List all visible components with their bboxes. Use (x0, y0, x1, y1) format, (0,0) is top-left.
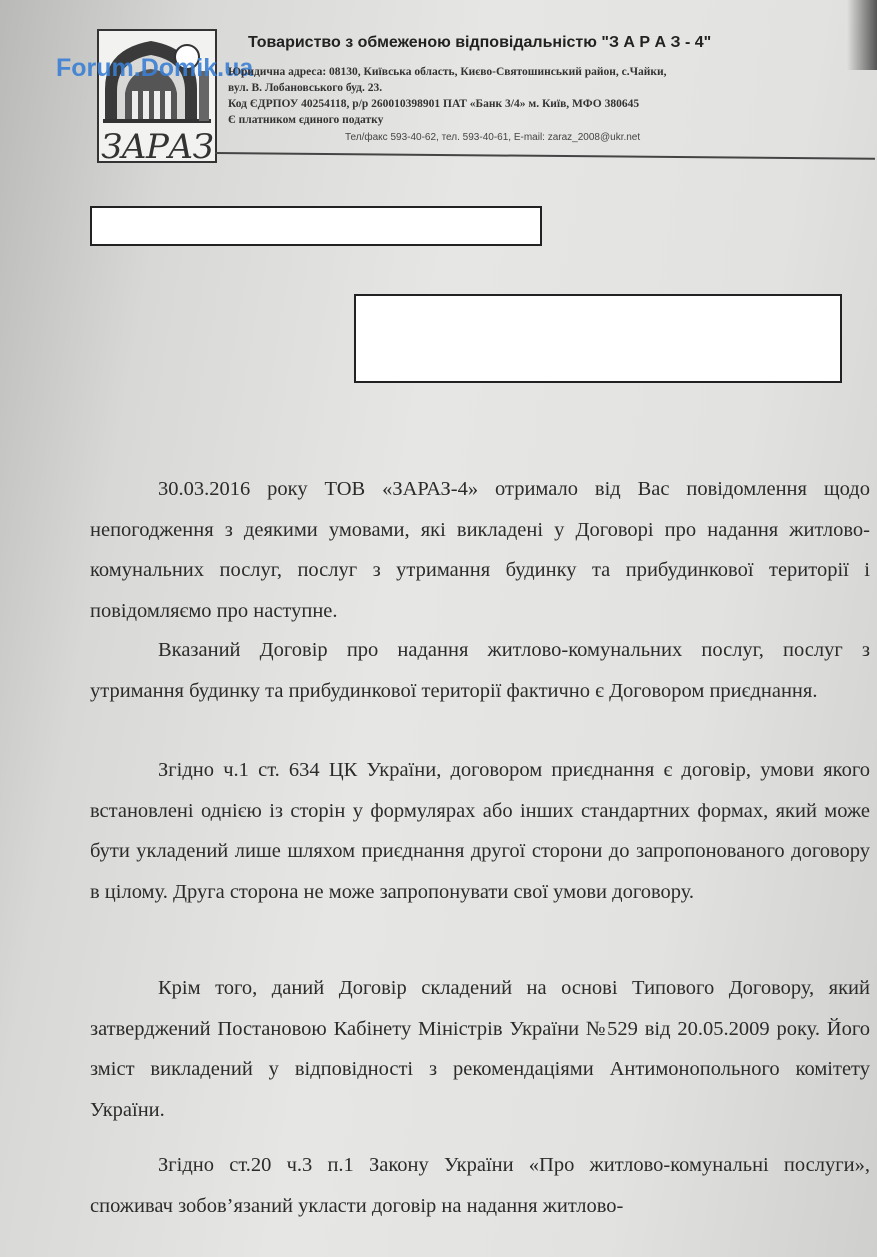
photo-shadow (847, 0, 877, 70)
paragraph-5 (90, 1145, 870, 1226)
paragraph-4-text: Крім того, даний Договір складений на основі Типового Договору, який затверджений Постановою Кабінету Міністрів України №529 від 20.05.2009 року. Його зміст викладений у відповідності з рекомендаціями Антимонопольного комітету України. (90, 977, 870, 1121)
paragraph-2 (90, 630, 870, 711)
paragraph-1 (90, 469, 870, 631)
logo-text: ЗАРАЗ (101, 127, 213, 167)
company-name: Товариство з обмеженою відповідальністю "З А Р А З - 4" (248, 34, 712, 51)
redacted-box-recipient (354, 294, 842, 383)
tax-status: Є платником єдиного податку (228, 114, 384, 126)
contact-phones: Тел/факс 593-40-62, тел. 593-40-61, E-mail: zaraz_2008@ukr.net (345, 132, 641, 143)
paragraph-4 (90, 968, 870, 1130)
paragraph-2-text: Вказаний Договір про надання житлово-комунальних послуг, послуг з утримання будинку та прибудинкової території фактично є Договором приєднання. (90, 639, 870, 702)
company-codes: Код ЄДРПОУ 40254118, р/р 260010398901 ПАТ «Банк 3/4» м. Київ, МФО 380645 (228, 98, 640, 110)
paragraph-3 (90, 750, 870, 912)
paragraph-5-text: Згідно ст.20 ч.3 п.1 Закону України «Про житлово-комунальні послуги», споживач зобов’язаний укласти договір на надання житлово- (90, 1154, 870, 1217)
paragraph-3-text: Згідно ч.1 ст. 634 ЦК України, договором приєднання є договір, умови якого встановлені однією із сторін у формулярах або інших стандартних формах, який може бути укладений лише шляхом приєднання другої сторони до запропонованого договору в цілому. Друга сторона не може запропонувати свої умови договору. (90, 759, 870, 903)
paragraph-1-text: 30.03.2016 року ТОВ «ЗАРАЗ-4» отримало від Вас повідомлення щодо непогодження з деякими умовами, які викладені у Договорі про надання житлово-комунальних послуг, послуг з утримання будинку та прибудинкової території і повідомляємо про наступне. (90, 478, 870, 622)
redacted-box-outgoing (90, 206, 542, 246)
forum-watermark: Forum.Domik.ua (56, 54, 254, 82)
header-divider (215, 152, 875, 160)
company-logo (97, 29, 217, 167)
street-address: вул. В. Лобановського буд. 23. (228, 82, 383, 94)
legal-address: Юридична адреса: 08130, Київська область, Києво-Святошинський район, с.Чайки, (228, 66, 667, 78)
